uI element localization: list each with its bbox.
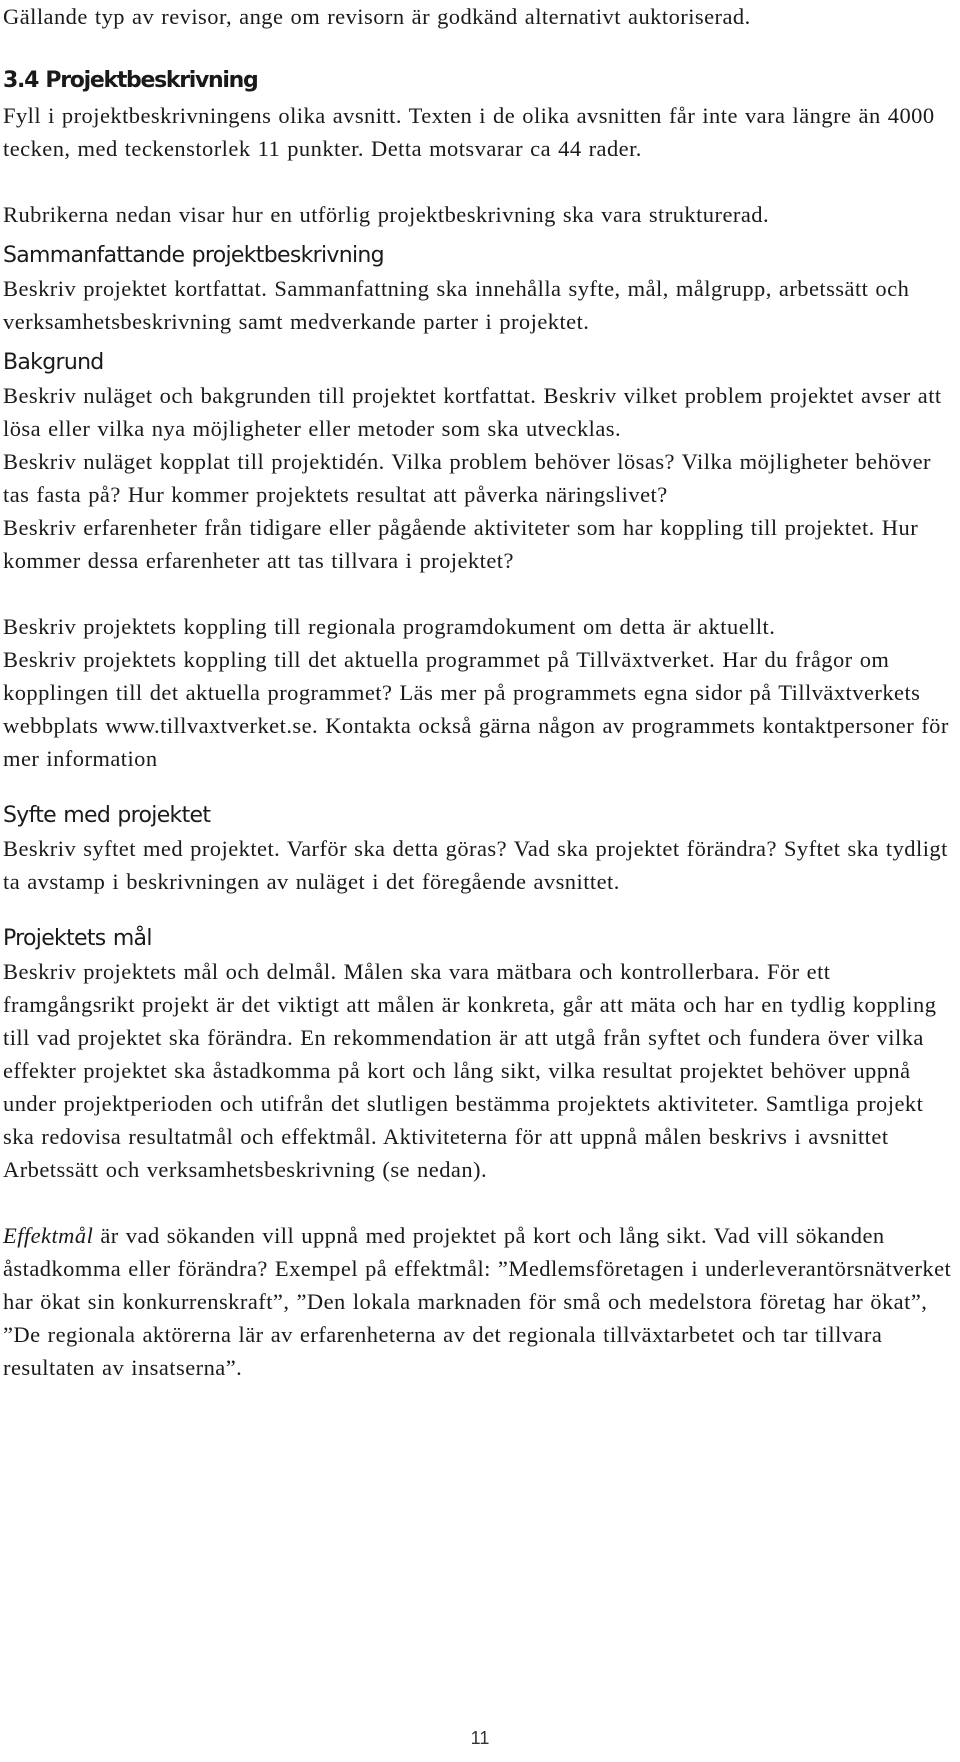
background-paragraph-3: Beskriv erfarenheter från tidigare eller pågående aktiviteter som har koppling till projektet. Hur kommer dessa erfarenheter att tas tillvara i projektet?: [3, 515, 919, 573]
fill-instructions: Fyll i projektbeskrivningens olika avsnitt. Texten i de olika avsnitten får inte vara längre än 4000 tecken, med teckenstorlek 11 punkter. Detta motsvarar ca 44 rader.: [3, 103, 935, 161]
summary-paragraph: Beskriv projektet kortfattat. Sammanfattning ska innehålla syfte, mål, målgrupp, arbetssätt och verksamhetsbeskrivning samt medverkande parter i projektet.: [3, 276, 910, 334]
effektmal-term: Effektmål: [3, 1223, 94, 1248]
background-heading: Bakgrund: [3, 350, 104, 375]
purpose-heading: Syfte med projektet: [3, 803, 211, 828]
goals-paragraph-1: Beskriv projektets mål och delmål. Målen ska vara mätbara och kontrollerbara. För ett framgångsrikt projekt är det viktigt att målen är konkreta, går att mäta och har en tydlig koppling till vad projektet ska förändra. En rekommendation är att utgå från syftet och fundera över vilka effekter projektet ska åstadkomma på kort och lång sikt, vilka resultat projektet behöver uppnå under projektperioden och utifrån det slutligen bestämma projektets aktiviteter. Samtliga projekt ska redovisa resultatmål och effektmål. Aktiviteterna för att uppnå målen beskrivs i avsnittet Arbetssätt och verksamhetsbeskrivning (se nedan).: [3, 959, 937, 1182]
summary-heading: Sammanfattande projektbeskrivning: [3, 243, 384, 268]
goals-heading: Projektets mål: [3, 926, 152, 951]
headings-note: Rubrikerna nedan visar hur en utförlig projektbeskrivning ska vara strukturerad.: [3, 202, 770, 227]
page-number: 11: [470, 1728, 490, 1748]
goals-paragraph-2: [3, 1219, 953, 1384]
section-heading: 3.4 Projektbeskrivning: [3, 68, 258, 93]
goals-paragraph-2-text: är vad sökanden vill uppnå med projektet på kort och lång sikt. Vad vill sökanden åstadkomma eller förändra? Exempel på effektmål: ”Medlemsföretagen i underleverantörsnätverket har ökat sin konkurrenskraft”, ”Den lokala marknaden för små och medelstora företag har ökat”, ”De regionala aktörerna lär av erfarenheterna av det regionala tillväxtarbetet och tar tillvara resultaten av insatserna”.: [3, 1223, 952, 1380]
background-paragraph-1: Beskriv nuläget och bakgrunden till projektet kortfattat. Beskriv vilket problem projektet avser att lösa eller vilka nya möjligheter eller metoder som ska utvecklas.: [3, 383, 942, 441]
intro-line: Gällande typ av revisor, ange om revisorn är godkänd alternativt auktoriserad.: [3, 4, 751, 29]
background-paragraph-4: Beskriv projektets koppling till regionala programdokument om detta är aktuellt.: [3, 614, 776, 639]
purpose-paragraph: Beskriv syftet med projektet. Varför ska detta göras? Vad ska projektet förändra? Syftet ska tydligt ta avstamp i beskrivningen av nuläget i det föregående avsnittet.: [3, 836, 948, 894]
document-body: [3, 0, 953, 1384]
background-paragraph-2: Beskriv nuläget kopplat till projektidén. Vilka problem behöver lösas? Vilka möjligheter behöver tas fasta på? Hur kommer projektets resultat att påverka näringslivet?: [3, 449, 931, 507]
background-paragraph-5: Beskriv projektets koppling till det aktuella programmet på Tillväxtverket. Har du frågor om kopplingen till det aktuella programmet? Läs mer på programmets egna sidor på Tillväxtverkets webbplats www.tillvaxtverket.se. Kontakta också gärna någon av programmets kontaktpersoner för mer information: [3, 647, 949, 771]
